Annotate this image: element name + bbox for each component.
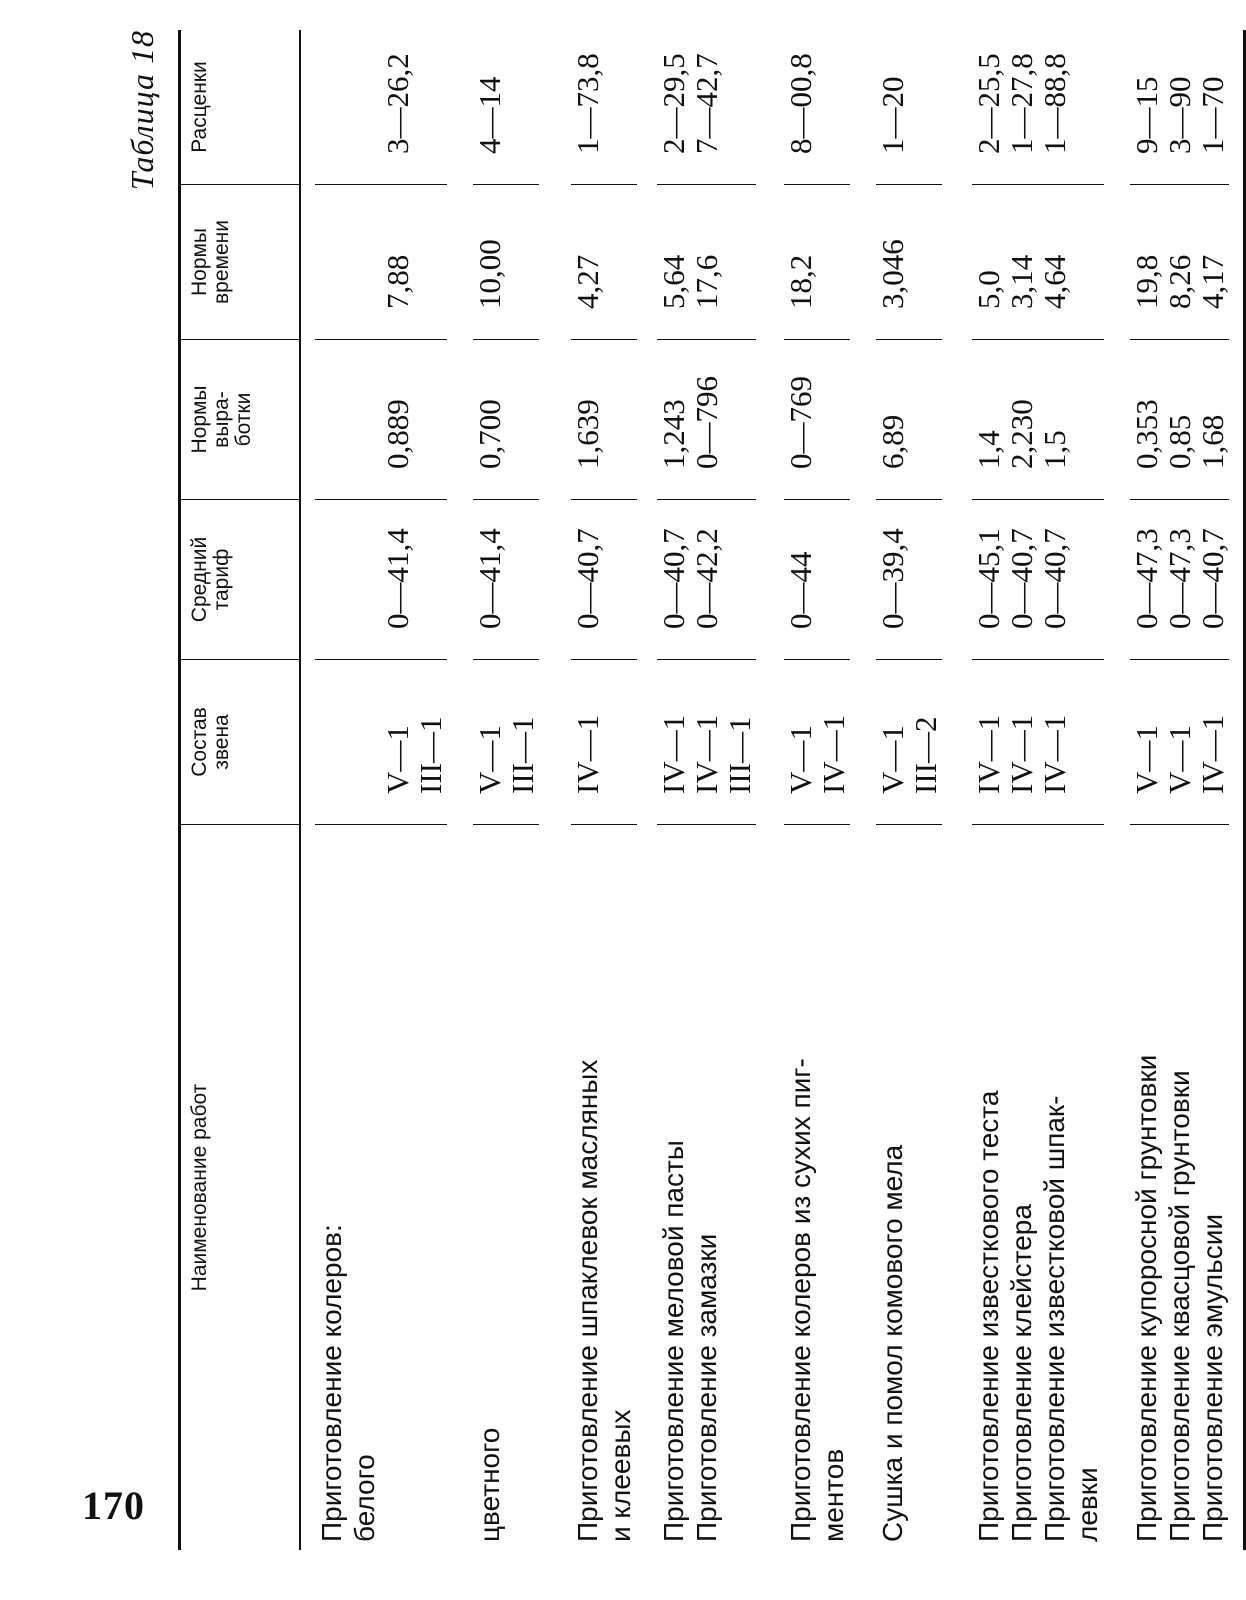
work-name-cell: Приготовление известкового теста Приготовление клейстера Приготовление известковой шпак- левки [973, 1090, 1103, 1542]
output-norm-cell: 0,353 0,85 1,68 [1130, 340, 1229, 500]
tariff-cell: 0—47,3 0—47,3 0—40,7 [1130, 500, 1229, 660]
tariff-cell: 0—41,4 [473, 500, 539, 660]
table-row [381, 30, 447, 1550]
time-norm-cell: 5,64 17,6 [657, 185, 756, 340]
header-crew: Состав звена [181, 660, 299, 825]
crew-cell: V—1 V—1 IV—1 [1130, 660, 1229, 825]
table-row [447, 30, 539, 1550]
time-norm-cell: 10,00 [473, 185, 539, 340]
table-body [301, 30, 1243, 1550]
crew-cell: V—1 IV—1 [784, 660, 850, 825]
crew-cell: IV—1 [571, 660, 637, 825]
crew-cell: IV—1 IV—1 IV—1 [972, 660, 1104, 825]
tariff-cell [315, 500, 381, 660]
output-norm-cell: 0,889 [381, 340, 447, 500]
rate-cell: 3—26,2 [381, 30, 447, 185]
table-caption: Таблица 18 [124, 30, 160, 191]
rate-cell: 8—00,8 [784, 30, 850, 185]
tariff-cell: 0—41,4 [381, 500, 447, 660]
table-row [756, 30, 850, 1550]
crew-cell: IV—1 IV—1 III—1 [657, 660, 756, 825]
rate-cell: 1—73,8 [571, 30, 637, 185]
norms-table [178, 30, 1246, 1550]
output-norm-cell: 1,243 0—796 [657, 340, 756, 500]
tariff-cell: 0—45,1 0—40,7 0—40,7 [972, 500, 1104, 660]
table-row [1104, 30, 1229, 1550]
time-norm-cell: 4,27 [571, 185, 637, 340]
table-row [850, 30, 942, 1550]
time-norm-cell: 3,046 [876, 185, 942, 340]
crew-cell [315, 660, 381, 825]
crew-cell: V—1 III—1 [381, 660, 447, 825]
rate-cell: 2—25,5 1—27,8 1—88,8 [972, 30, 1104, 185]
output-norm-cell: 6,89 [876, 340, 942, 500]
tariff-cell: 0—40,7 [571, 500, 637, 660]
crew-cell: V—1 III—1 [473, 660, 539, 825]
tariff-cell: 0—44 [784, 500, 850, 660]
work-name-cell: Приготовление колеров из сухих пиг- ментов [785, 1058, 849, 1542]
rotated-table-page [120, 30, 1230, 1550]
crew-cell: V—1 III—2 [876, 660, 942, 825]
table-row [942, 30, 1104, 1550]
output-norm-cell: 1,639 [571, 340, 637, 500]
table-header-row [181, 30, 301, 1550]
rate-cell [315, 30, 381, 185]
header-work-name: Наименование работ [188, 1083, 211, 1292]
time-norm-cell: 18,2 [784, 185, 850, 340]
work-name-cell: цветного [474, 1427, 505, 1542]
output-norm-cell: 0—769 [784, 340, 850, 500]
rate-cell: 1—20 [876, 30, 942, 185]
tariff-cell: 0—40,7 0—42,2 [657, 500, 756, 660]
tariff-cell: 0—39,4 [876, 500, 942, 660]
work-name-cell: Приготовление купоросной грунтовки Приготовление квасцовой грунтовки Приготовление эмульсии [1131, 1054, 1228, 1542]
rate-cell: 2—29,5 7—42,7 [657, 30, 756, 185]
work-name-cell [381, 825, 447, 1550]
time-norm-cell: 19,8 8,26 4,17 [1130, 185, 1229, 340]
table-row [637, 30, 756, 1550]
page-number: 170 [82, 1483, 145, 1528]
time-norm-cell: 5,0 3,14 4,64 [972, 185, 1104, 340]
table-row [539, 30, 637, 1550]
header-rates: Расценки [181, 30, 299, 185]
header-output-norms: Нормы выра- ботки [181, 340, 299, 500]
header-time-norms: Нормы времени [181, 185, 299, 340]
work-name-cell: Приготовление колеров: белого [316, 1224, 380, 1542]
work-name-cell: Сушка и помол комового мела [877, 1144, 908, 1542]
header-average-tariff: Средний тариф [181, 500, 299, 660]
time-norm-cell: 7,88 [381, 185, 447, 340]
table-row [301, 30, 381, 1550]
output-norm-cell: 1,4 2,230 1,5 [972, 340, 1104, 500]
rate-cell: 4—14 [473, 30, 539, 185]
output-norm-cell [315, 340, 381, 500]
work-name-cell: Приготовление меловой пасты Приготовление замазки [658, 1140, 722, 1542]
work-name-cell: Приготовление шпаклевок масляных и клеевых [572, 1059, 636, 1542]
output-norm-cell: 0,700 [473, 340, 539, 500]
time-norm-cell [315, 185, 381, 340]
rate-cell: 9—15 3—90 1—70 [1130, 30, 1229, 185]
